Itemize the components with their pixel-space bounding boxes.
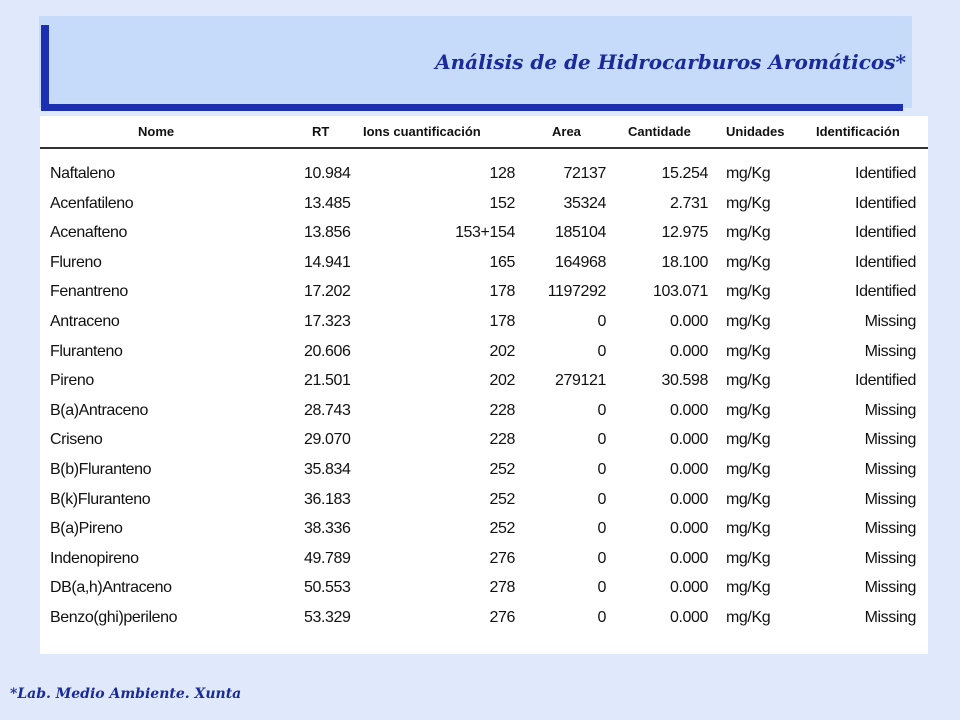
cell-area: 35324 — [563, 194, 606, 212]
cell-area: 72137 — [563, 165, 606, 182]
table-row — [40, 282, 928, 311]
cell-rt: 20.606 — [304, 342, 351, 360]
cell-unidades: mg/Kg — [726, 194, 771, 212]
cell-rt: 29.070 — [304, 431, 351, 449]
cell-unidades: mg/Kg — [726, 283, 771, 301]
cell-nome: B(k)Fluranteno — [50, 490, 151, 508]
cell-cantidade: 30.598 — [661, 372, 708, 390]
cell-unidades: mg/Kg — [726, 431, 771, 449]
cell-ions: 252 — [489, 520, 515, 538]
cell-rt: 17.323 — [304, 313, 351, 330]
cell-area: 0 — [597, 461, 606, 478]
cell-ions: 228 — [489, 401, 515, 419]
cell-identificacion: Missing — [864, 461, 916, 478]
table-row — [40, 253, 928, 282]
cell-identificacion: Missing — [864, 579, 916, 597]
cell-area: 0 — [597, 342, 606, 360]
cell-ions: 165 — [489, 253, 515, 271]
cell-area: 1197292 — [547, 283, 606, 301]
cell-area: 0 — [597, 490, 606, 508]
cell-cantidade: 15.254 — [661, 165, 708, 182]
table-row — [40, 549, 928, 578]
cell-unidades: mg/Kg — [726, 520, 771, 538]
cell-rt: 49.789 — [304, 549, 351, 567]
header-ions: Ions cuantificación — [363, 124, 481, 139]
cell-area: 164968 — [555, 253, 606, 271]
cell-area: 0 — [597, 579, 606, 597]
table-row — [40, 490, 928, 519]
cell-area: 0 — [597, 431, 606, 449]
cell-unidades: mg/Kg — [726, 342, 771, 360]
cell-nome: B(a)Antraceno — [50, 401, 148, 419]
header-identificacion: Identificación — [816, 124, 900, 139]
table-row — [40, 608, 928, 637]
cell-area: 279121 — [555, 372, 606, 390]
cell-cantidade: 12.975 — [661, 224, 708, 242]
cell-area: 185104 — [555, 224, 606, 242]
cell-identificacion: Identified — [855, 165, 916, 182]
cell-identificacion: Identified — [855, 253, 916, 271]
cell-unidades: mg/Kg — [726, 549, 771, 567]
cell-area: 0 — [597, 401, 606, 419]
cell-cantidade: 0.000 — [669, 342, 708, 360]
cell-unidades: mg/Kg — [726, 579, 771, 597]
cell-cantidade: 0.000 — [669, 609, 708, 626]
table-row — [40, 401, 928, 430]
header-rt: RT — [312, 124, 330, 139]
table-row — [40, 194, 928, 223]
cell-unidades: mg/Kg — [726, 609, 771, 626]
cell-cantidade: 0.000 — [669, 549, 708, 567]
cell-rt: 38.336 — [304, 520, 351, 538]
cell-nome: DB(a,h)Antraceno — [50, 579, 172, 597]
cell-unidades: mg/Kg — [726, 165, 771, 182]
cell-unidades: mg/Kg — [726, 401, 771, 419]
cell-ions: 153+154 — [455, 224, 515, 242]
cell-cantidade: 0.000 — [669, 490, 708, 508]
cell-unidades: mg/Kg — [726, 224, 771, 242]
results-table — [40, 116, 928, 654]
cell-identificacion: Missing — [864, 342, 916, 360]
cell-cantidade: 0.000 — [669, 431, 708, 449]
table-row — [40, 371, 928, 400]
cell-rt: 14.941 — [304, 253, 351, 271]
cell-area: 0 — [597, 313, 606, 330]
cell-identificacion: Missing — [864, 313, 916, 330]
cell-nome: Pireno — [50, 372, 94, 390]
cell-ions: 252 — [489, 461, 515, 478]
cell-nome: B(b)Fluranteno — [50, 461, 152, 478]
table-row — [40, 164, 928, 193]
cell-rt: 21.501 — [304, 372, 351, 390]
cell-rt: 36.183 — [304, 490, 351, 508]
cell-nome: Fluranteno — [50, 342, 123, 360]
cell-ions: 228 — [489, 431, 515, 449]
cell-identificacion: Missing — [864, 490, 916, 508]
header-rule — [40, 147, 928, 149]
cell-nome: Criseno — [50, 431, 103, 449]
cell-identificacion: Identified — [855, 224, 916, 242]
table-row — [40, 223, 928, 252]
cell-rt: 53.329 — [304, 609, 351, 626]
cell-rt: 50.553 — [304, 579, 351, 597]
cell-cantidade: 0.000 — [669, 461, 708, 478]
cell-identificacion: Identified — [855, 194, 916, 212]
cell-cantidade: 18.100 — [661, 253, 708, 271]
cell-ions: 202 — [489, 372, 515, 390]
cell-rt: 28.743 — [304, 401, 351, 419]
cell-identificacion: Missing — [864, 401, 916, 419]
cell-cantidade: 2.731 — [669, 194, 708, 212]
cell-ions: 152 — [489, 194, 515, 212]
cell-identificacion: Missing — [864, 431, 916, 449]
cell-identificacion: Identified — [855, 283, 916, 301]
table-row — [40, 342, 928, 371]
cell-identificacion: Missing — [864, 520, 916, 538]
cell-rt: 10.984 — [304, 165, 351, 182]
cell-ions: 178 — [489, 283, 515, 301]
banner-horizontal-bar — [41, 104, 903, 111]
table-row — [40, 519, 928, 548]
table-row — [40, 430, 928, 459]
table-row — [40, 312, 928, 341]
header-nome: Nome — [138, 124, 175, 139]
cell-rt: 35.834 — [304, 461, 351, 478]
cell-area: 0 — [597, 549, 606, 567]
cell-nome: Acenafteno — [50, 224, 127, 242]
cell-nome: Flureno — [50, 253, 102, 271]
cell-ions: 178 — [489, 313, 515, 330]
cell-unidades: mg/Kg — [726, 372, 771, 390]
footer-credit: *Lab. Medio Ambiente. Xunta — [10, 686, 242, 702]
cell-rt: 17.202 — [304, 283, 351, 301]
banner-vertical-bar — [41, 25, 49, 108]
cell-rt: 13.856 — [304, 224, 351, 242]
cell-unidades: mg/Kg — [726, 253, 771, 271]
cell-identificacion: Identified — [855, 372, 916, 390]
cell-nome: B(a)Pireno — [50, 520, 123, 538]
header-area: Area — [552, 124, 581, 139]
cell-nome: Benzo(ghi)perileno — [50, 609, 178, 626]
cell-nome: Acenfatileno — [50, 194, 134, 212]
cell-ions: 128 — [489, 165, 515, 182]
cell-ions: 278 — [489, 579, 515, 597]
cell-cantidade: 103.071 — [652, 283, 708, 301]
cell-nome: Fenantreno — [50, 283, 128, 301]
slide-title: Análisis de de Hidrocarburos Aromáticos* — [435, 50, 906, 74]
cell-ions: 202 — [489, 342, 515, 360]
cell-rt: 13.485 — [304, 194, 351, 212]
cell-area: 0 — [597, 520, 606, 538]
cell-nome: Antraceno — [50, 313, 120, 330]
header-unidades: Unidades — [726, 124, 785, 139]
cell-identificacion: Missing — [864, 549, 916, 567]
cell-cantidade: 0.000 — [669, 401, 708, 419]
cell-cantidade: 0.000 — [669, 520, 708, 538]
title-banner — [39, 16, 912, 108]
cell-identificacion: Missing — [864, 609, 916, 626]
cell-ions: 276 — [489, 609, 515, 626]
header-cantidade: Cantidade — [628, 124, 691, 139]
cell-nome: Naftaleno — [50, 165, 115, 182]
cell-ions: 276 — [489, 549, 515, 567]
cell-area: 0 — [597, 609, 606, 626]
cell-nome: Indenopireno — [50, 549, 139, 567]
cell-cantidade: 0.000 — [669, 579, 708, 597]
cell-unidades: mg/Kg — [726, 490, 771, 508]
cell-cantidade: 0.000 — [669, 313, 708, 330]
cell-ions: 252 — [489, 490, 515, 508]
table-row — [40, 460, 928, 489]
table-row — [40, 578, 928, 607]
cell-unidades: mg/Kg — [726, 313, 771, 330]
cell-unidades: mg/Kg — [726, 461, 771, 478]
